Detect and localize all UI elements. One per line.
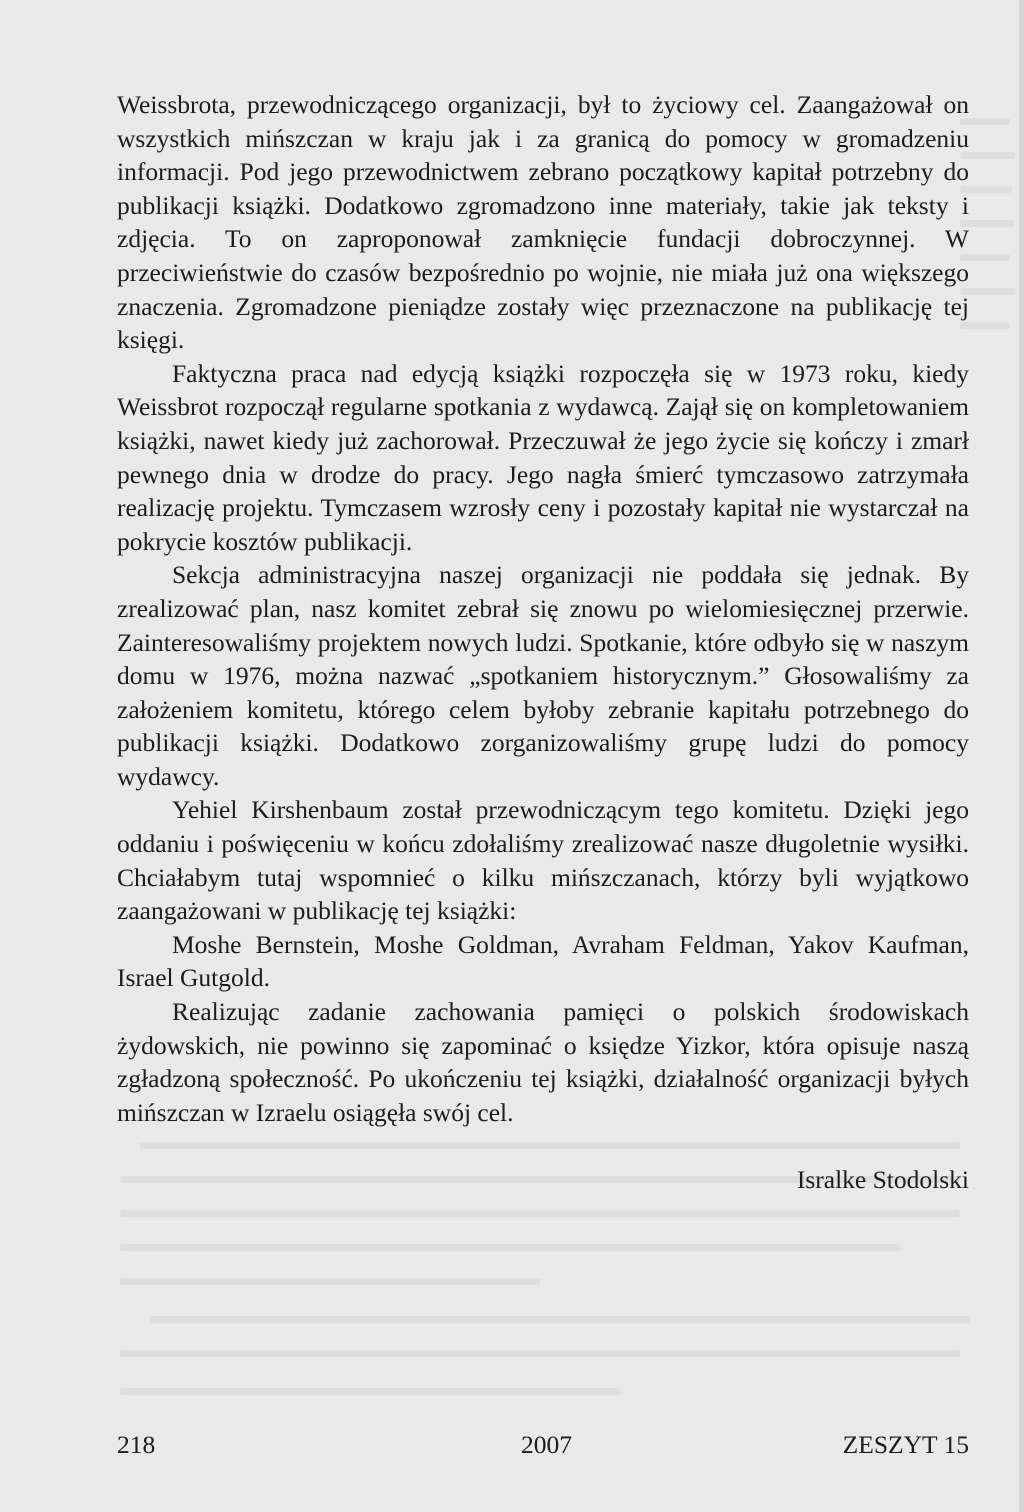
paragraph: Yehiel Kirshenbaum został przewodniczącym tego komitetu. Dzięki jego oddaniu i poświęceniu w końcu zdołaliśmy zrealizować nasze długoletnie wysiłki. Chciałabym tutaj wspomnieć o kilku mińszczanach, którzy byli wyjątkowo zaangażowani w publikację tej książki: bbox=[117, 795, 969, 926]
page-edge bbox=[1019, 0, 1024, 1512]
paragraph: Faktyczna praca nad edycją książki rozpoczęła się w 1973 roku, kiedy Weissbrot rozpoczął regularne spotkania z wydawcą. Zajął się on kompletowaniem książki, nawet kiedy już zachorował. Przeczuwał że jego życie się kończy i zmarł pewnego dnia w drodze do pracy. Jego nagła śmierć tymczasowo zatrzymała realizację projektu. Tymczasem wzrosły ceny i pozostały kapitał nie wystarczał na pokrycie kosztów publikacji. bbox=[117, 358, 969, 556]
paragraph-name-list: Moshe Bernstein, Moshe Goldman, Avraham Feldman, Yakov Kaufman, Israel Gutgold. bbox=[117, 929, 969, 993]
issue-label: ZESZYT 15 bbox=[842, 1430, 969, 1459]
article-body bbox=[117, 88, 969, 1197]
publication-year: 2007 bbox=[521, 1430, 572, 1459]
paragraph: Sekcja administracyjna naszej organizacji nie poddała się jednak. By zrealizować plan, nasz komitet zebrał się znowu po wielomiesięcznej przerwie. Zainteresowaliśmy projektem nowych ludzi. Spotkanie, które odbyło się w naszym domu w 1976, można nazwać „spotkaniem historycznym.” Głosowaliśmy za założeniem komitetu, którego celem byłoby zebranie kapitału potrzebnego do publikacji książki. Dodatkowo zorganizowaliśmy grupę ludzi do pomocy wydawcy. bbox=[117, 560, 969, 791]
page-number: 218 bbox=[117, 1430, 156, 1459]
page-footer bbox=[117, 1430, 969, 1464]
paragraph: Realizując zadanie zachowania pamięci o polskich środowiskach żydowskich, nie powinno się zapominać o księdze Yizkor, która opisuje naszą zgładzoną społeczność. Po ukończeniu tej książki, działalność organizacji byłych mińszczan w Izraelu osiągęła swój cel. bbox=[117, 997, 969, 1127]
author-signature: Isralke Stodolski bbox=[796, 1165, 969, 1195]
paragraph: Weissbrota, przewodniczącego organizacji, był to życiowy cel. Zaangażował on wszystkich mińszczan w kraju jak i za granicą do pomocy w gromadzeniu informacji. Pod jego przewodnictwem zebrano początkowy kapitał potrzebny do publikacji książki. Dodatkowo zgromadzono inne materiały, takie jak teksty i zdjęcia. To on zaproponował zamknięcie fundacji dobroczynnej. W przeciwieństwie do czasów bezpośrednio po wojnie, nie miała już ona większego znaczenia. Zgromadzone pieniądze zostały więc przeznaczone na publikację tej księgi. bbox=[117, 90, 969, 355]
